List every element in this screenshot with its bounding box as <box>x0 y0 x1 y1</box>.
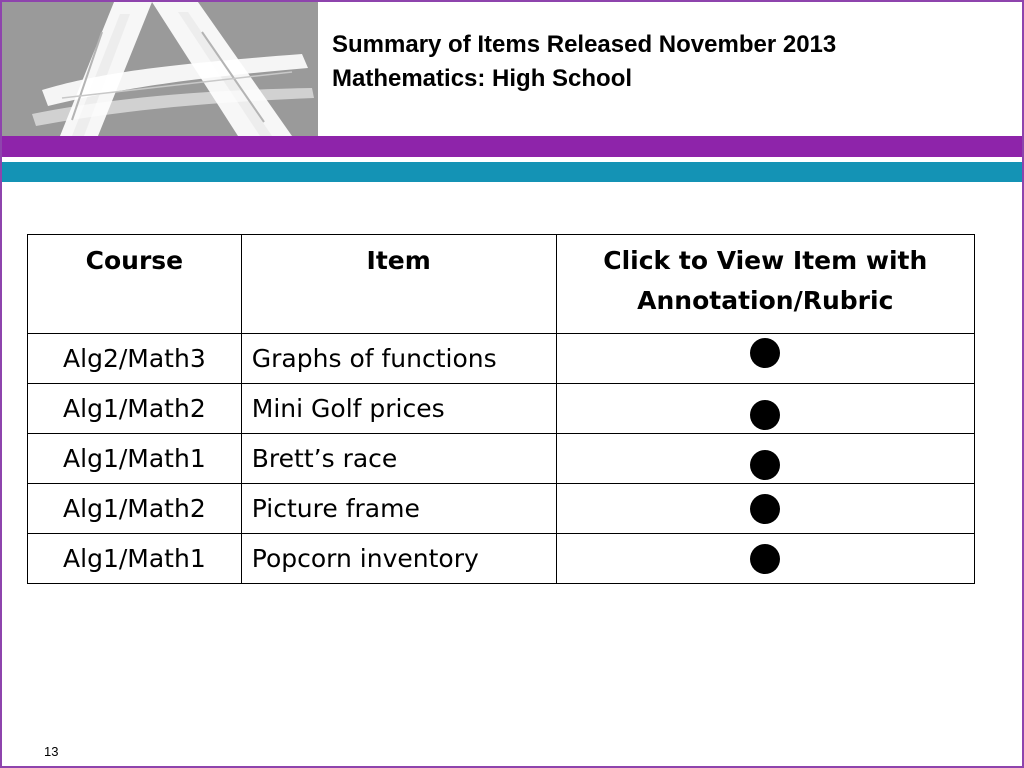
item-cell: Picture frame <box>241 484 556 534</box>
course-cell: Alg1/Math1 <box>28 434 242 484</box>
table-row <box>28 434 975 484</box>
page-title: Summary of Items Released November 2013 <box>332 31 837 58</box>
item-cell: Brett’s race <box>241 434 556 484</box>
table-row <box>28 334 975 384</box>
purple-accent-bar <box>2 136 1024 157</box>
bullet-icon[interactable] <box>750 450 780 480</box>
bullet-icon[interactable] <box>750 338 780 368</box>
item-cell: Mini Golf prices <box>241 384 556 434</box>
item-cell: Popcorn inventory <box>241 534 556 584</box>
course-cell: Alg2/Math3 <box>28 334 242 384</box>
table-header-row <box>28 235 975 334</box>
teal-accent-bar <box>2 162 1024 182</box>
course-cell: Alg1/Math2 <box>28 484 242 534</box>
letter-a-logo-icon <box>2 2 318 136</box>
link-cell <box>556 534 974 584</box>
course-cell: Alg1/Math2 <box>28 384 242 434</box>
link-cell <box>556 334 974 384</box>
course-cell: Alg1/Math1 <box>28 534 242 584</box>
bullet-icon[interactable] <box>750 544 780 574</box>
table-row <box>28 384 975 434</box>
link-cell <box>556 434 974 484</box>
link-cell <box>556 384 974 434</box>
items-table <box>27 234 975 584</box>
logo <box>2 2 318 136</box>
table-row <box>28 534 975 584</box>
page-number: 13 <box>44 744 59 759</box>
item-cell: Graphs of functions <box>241 334 556 384</box>
title-area <box>332 28 992 96</box>
bullet-icon[interactable] <box>750 494 780 524</box>
bullet-icon[interactable] <box>750 400 780 430</box>
column-header-item: Item <box>241 235 556 334</box>
link-cell <box>556 484 974 534</box>
column-header-link: Click to View Item with Annotation/Rubric <box>556 235 974 334</box>
table-row <box>28 484 975 534</box>
column-header-course: Course <box>28 235 242 334</box>
page-subtitle: Mathematics: High School <box>332 65 633 92</box>
